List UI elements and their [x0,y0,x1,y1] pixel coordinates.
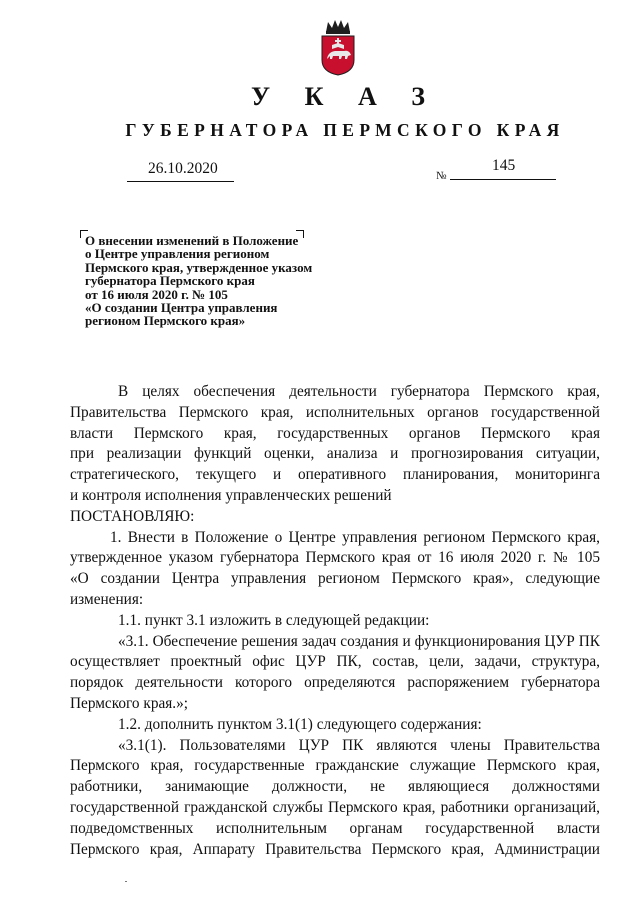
body-line: «3.1. Обеспечение решения задач создания и функционирования ЦУР ПК [118,632,600,650]
body-line: изменения: [70,590,144,608]
body-line: Пермского края.»; [70,694,189,712]
title-line: Пермского края, утвержденное указом [85,259,313,275]
title-line: губернатора Пермского края [85,273,255,289]
body-line: «3.1(1). Пользователями ЦУР ПК являются члены Правительства [118,736,600,754]
body-line: порядок деятельности которого определяются распоряжением губернатора [70,674,600,692]
document-type-heading: У К А З [251,82,439,111]
title-line: о Центре управления регионом [85,246,270,262]
body-line: Пермского края, Аппарату Правительства Пермского края, Администрации [70,840,600,858]
body-line: Пермского края, государственные гражданские служащие Пермского края, [70,757,600,775]
body-line: осуществляет проектный офис ЦУР ПК, состав, цели, задачи, структура, [70,653,600,671]
title-line: регионом Пермского края» [85,313,246,329]
body-line: 1.1. пункт 3.1 изложить в следующей редакции: [118,611,430,629]
perm-krai-coat-of-arms-icon [318,18,358,76]
date-underline [127,181,234,182]
number-underline [450,179,556,180]
title-line: О внесении изменений в Положение [85,233,299,248]
body-line: В целях обеспечения деятельности губернатора Пермского края, [118,383,600,400]
body-line: при реализации функций оценки, анализа и прогнозирования ситуации, [70,445,600,463]
document-body [70,382,600,860]
title-line: «О создании Центра управления [85,300,278,316]
body-line: власти Пермского края, государственных органов Пермского края [70,424,600,442]
document-title [85,234,365,328]
body-line: «О создании Центра управления регионом Пермского края», следующие [70,570,600,588]
authority-heading: ГУБЕРНАТОРА ПЕРМСКОГО КРАЯ [125,120,565,140]
body-line: Правительства Пермского края, исполнительных органов государственной [70,403,600,421]
scan-mark [125,881,127,882]
body-line: и контроля исполнения управленческих решений [70,486,392,504]
number-sign: № [436,170,447,182]
body-line: утвержденное указом губернатора Пермского края от 16 июля 2020 г. № 105 [70,549,600,567]
body-line: 1.2. дополнить пунктом 3.1(1) следующего содержания: [118,715,482,733]
body-line: 1. Внести в Положение о Центре управления регионом Пермского края, [110,528,600,546]
body-line: работники, занимающие должности, не являющиеся должностями [70,778,600,796]
resolution-word: ПОСТАНОВЛЯЮ: [70,507,195,525]
document-date: 26.10.2020 [148,160,218,177]
title-line: от 16 июля 2020 г. № 105 [85,286,228,302]
body-line: стратегического, текущего и оперативного планирования, мониторинга [70,466,600,484]
document-number: 145 [492,157,516,174]
body-line: подведомственных исполнительным органам государственной власти [70,819,600,837]
body-line: государственной гражданской службы Пермского края, работники организаций, [70,798,600,816]
